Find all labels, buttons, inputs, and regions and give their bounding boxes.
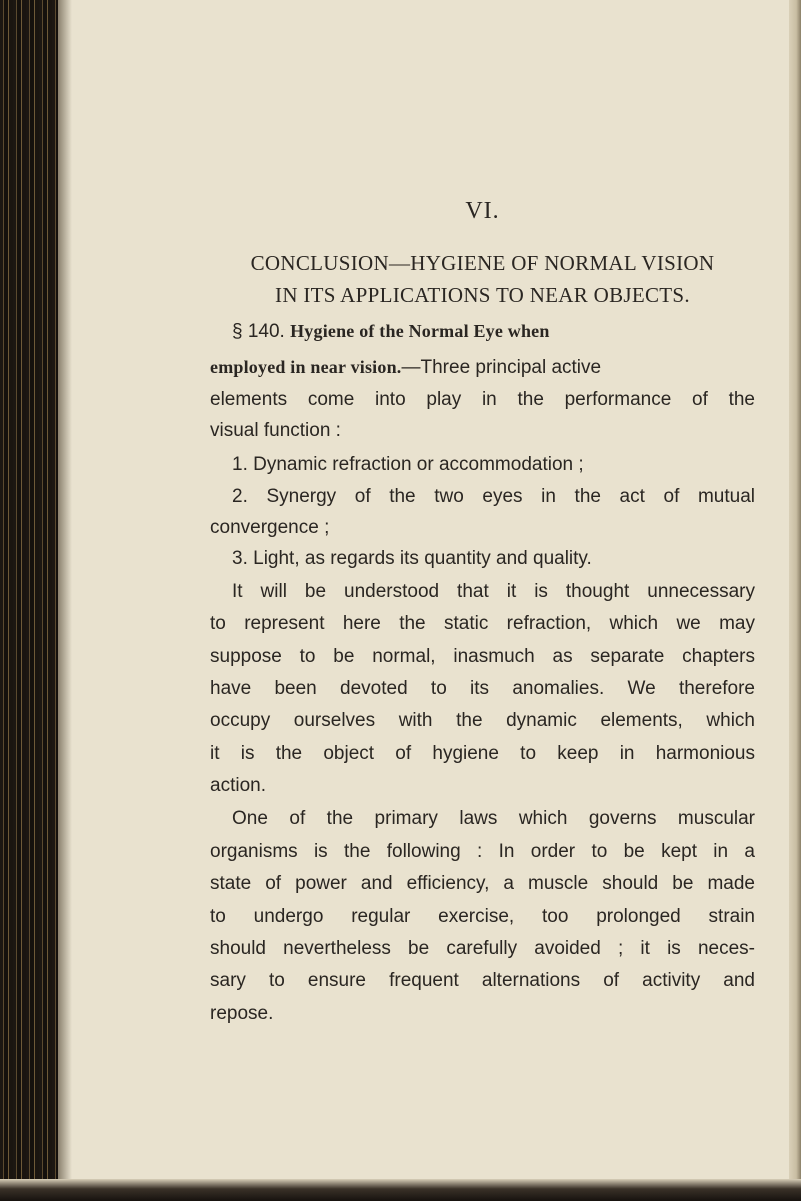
text-line: to represent here the static refraction, which we may <box>210 613 755 634</box>
text-line: convergence ; <box>210 517 330 538</box>
chapter-title-line-1: CONCLUSION—HYGIENE OF NORMAL VISION <box>250 251 715 275</box>
text-line: state of power and efficiency, a muscle should be made <box>210 873 755 894</box>
chapter-title-line-2: IN ITS APPLICATIONS TO NEAR OBJECTS. <box>275 283 690 307</box>
section-heading-line-2 <box>210 356 755 379</box>
section-heading-line-1 <box>232 320 755 343</box>
text-line: have been devoted to its anomalies. We therefore <box>210 678 755 699</box>
book-binding <box>0 0 58 1201</box>
text-line: to undergo regular exercise, too prolonged strain <box>210 906 755 927</box>
text-line: suppose to be normal, inasmuch as separate chapters <box>210 646 755 667</box>
section-heading-continued: employed in near vision. <box>210 357 402 377</box>
paragraph-text: —Three principal active <box>401 357 602 378</box>
text-line: should nevertheless be carefully avoided ; it is neces- <box>210 938 755 959</box>
section-heading: Hygiene of the Normal Eye when <box>290 321 550 341</box>
chapter-number: VI. <box>465 198 500 224</box>
text-line: It will be understood that it is thought unnecessary <box>232 581 755 602</box>
text-line: One of the primary laws which governs muscular <box>232 808 755 829</box>
text-line: repose. <box>210 1003 274 1024</box>
page-edge <box>789 0 801 1201</box>
list-item: 2. Synergy of the two eyes in the act of mutual <box>232 486 755 507</box>
text-line: sary to ensure frequent alternations of activity and <box>210 970 755 991</box>
text-line: visual function : <box>210 420 341 441</box>
text-line: it is the object of hygiene to keep in harmonious <box>210 743 755 764</box>
list-item: 3. Light, as regards its quantity and quality. <box>232 548 592 569</box>
text-line: occupy ourselves with the dynamic elements, which <box>210 710 755 731</box>
text-line: elements come into play in the performance of the <box>210 389 755 410</box>
bottom-binding <box>0 1179 801 1201</box>
text-line: organisms is the following : In order to be kept in a <box>210 841 755 862</box>
section-marker: § 140. <box>232 321 285 342</box>
list-item: 1. Dynamic refraction or accommodation ; <box>232 454 584 475</box>
text-line: action. <box>210 775 266 796</box>
